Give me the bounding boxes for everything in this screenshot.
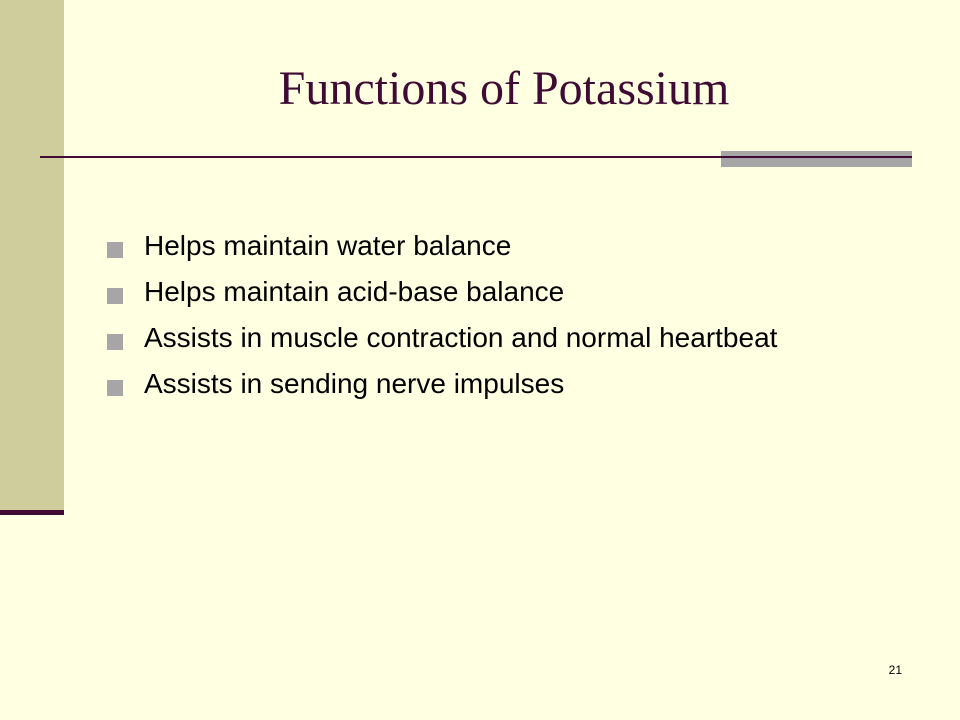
square-bullet-icon: [107, 380, 123, 396]
bullet-list: [107, 230, 897, 414]
left-band-underline: [0, 510, 64, 515]
bullet-item: [107, 368, 897, 400]
bullet-item: [107, 230, 897, 262]
title-divider-accent: [721, 151, 912, 167]
slide-title: Functions of Potassium: [278, 62, 730, 115]
left-decorative-band: [0, 0, 64, 512]
bullet-text: Helps maintain acid-base balance: [144, 276, 565, 307]
square-bullet-icon: [107, 288, 123, 304]
bullet-item: [107, 322, 897, 354]
square-bullet-icon: [107, 242, 123, 258]
bullet-text: Assists in muscle contraction and normal heartbeat: [144, 322, 778, 353]
square-bullet-icon: [107, 334, 123, 350]
title-divider-accent-line: [721, 156, 912, 158]
page-number: 21: [888, 663, 902, 677]
bullet-text: Helps maintain water balance: [144, 230, 512, 261]
bullet-text: Assists in sending nerve impulses: [144, 368, 565, 399]
bullet-item: [107, 276, 897, 308]
